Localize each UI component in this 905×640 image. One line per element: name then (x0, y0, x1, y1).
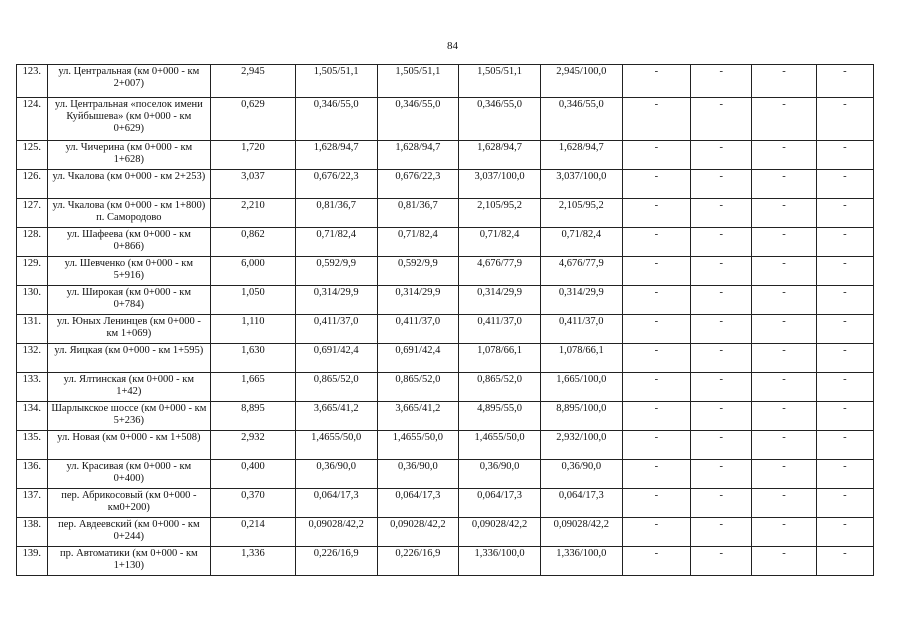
value-cell-4: 0,36/90,0 (540, 460, 622, 489)
road-name-cell: ул. Шевченко (км 0+000 - км 5+916) (47, 257, 210, 286)
dash-cell-2: - (691, 98, 752, 141)
table-row (17, 170, 874, 199)
value-cell-3: 0,36/90,0 (459, 460, 541, 489)
value-cell-1: 0,676/22,3 (295, 170, 377, 199)
row-number-cell: 137. (17, 489, 48, 518)
roads-table (16, 64, 874, 576)
dash-cell-2: - (691, 489, 752, 518)
dash-cell-4: - (816, 489, 873, 518)
dash-cell-3: - (752, 315, 816, 344)
length-cell: 0,214 (211, 518, 296, 547)
road-name-cell: ул. Ялтинская (км 0+000 - км 1+42) (47, 373, 210, 402)
row-number-cell: 132. (17, 344, 48, 373)
dash-cell-1: - (622, 402, 690, 431)
value-cell-4: 0,314/29,9 (540, 286, 622, 315)
dash-cell-3: - (752, 547, 816, 576)
length-cell: 0,400 (211, 460, 296, 489)
dash-cell-1: - (622, 431, 690, 460)
value-cell-2: 1,628/94,7 (377, 141, 459, 170)
value-cell-3: 4,895/55,0 (459, 402, 541, 431)
dash-cell-4: - (816, 315, 873, 344)
value-cell-3: 0,064/17,3 (459, 489, 541, 518)
dash-cell-4: - (816, 431, 873, 460)
value-cell-3: 0,865/52,0 (459, 373, 541, 402)
value-cell-1: 0,81/36,7 (295, 199, 377, 228)
value-cell-1: 1,4655/50,0 (295, 431, 377, 460)
dash-cell-1: - (622, 489, 690, 518)
length-cell: 1,630 (211, 344, 296, 373)
value-cell-1: 1,628/94,7 (295, 141, 377, 170)
value-cell-4: 1,628/94,7 (540, 141, 622, 170)
dash-cell-3: - (752, 286, 816, 315)
row-number-cell: 138. (17, 518, 48, 547)
dash-cell-4: - (816, 170, 873, 199)
value-cell-4: 4,676/77,9 (540, 257, 622, 286)
table-row (17, 518, 874, 547)
road-name-cell: пер. Авдеевский (км 0+000 - км 0+244) (47, 518, 210, 547)
dash-cell-2: - (691, 286, 752, 315)
value-cell-2: 0,064/17,3 (377, 489, 459, 518)
value-cell-4: 3,037/100,0 (540, 170, 622, 199)
value-cell-2: 1,4655/50,0 (377, 431, 459, 460)
dash-cell-1: - (622, 547, 690, 576)
length-cell: 2,945 (211, 65, 296, 98)
table-row (17, 257, 874, 286)
dash-cell-1: - (622, 257, 690, 286)
row-number-cell: 133. (17, 373, 48, 402)
value-cell-2: 3,665/41,2 (377, 402, 459, 431)
value-cell-2: 0,592/9,9 (377, 257, 459, 286)
dash-cell-2: - (691, 228, 752, 257)
dash-cell-2: - (691, 431, 752, 460)
value-cell-1: 0,346/55,0 (295, 98, 377, 141)
length-cell: 0,629 (211, 98, 296, 141)
row-number-cell: 134. (17, 402, 48, 431)
dash-cell-2: - (691, 141, 752, 170)
length-cell: 1,110 (211, 315, 296, 344)
value-cell-3: 0,346/55,0 (459, 98, 541, 141)
value-cell-1: 0,226/16,9 (295, 547, 377, 576)
dash-cell-3: - (752, 257, 816, 286)
dash-cell-2: - (691, 65, 752, 98)
value-cell-1: 3,665/41,2 (295, 402, 377, 431)
table-row (17, 344, 874, 373)
length-cell: 3,037 (211, 170, 296, 199)
value-cell-1: 0,314/29,9 (295, 286, 377, 315)
value-cell-2: 0,865/52,0 (377, 373, 459, 402)
dash-cell-2: - (691, 199, 752, 228)
road-name-cell: ул. Яицкая (км 0+000 - км 1+595) (47, 344, 210, 373)
table-row (17, 402, 874, 431)
value-cell-4: 0,71/82,4 (540, 228, 622, 257)
value-cell-1: 0,411/37,0 (295, 315, 377, 344)
value-cell-3: 1,078/66,1 (459, 344, 541, 373)
value-cell-1: 0,691/42,4 (295, 344, 377, 373)
table-row (17, 286, 874, 315)
road-name-cell: ул. Чичерина (км 0+000 - км 1+628) (47, 141, 210, 170)
dash-cell-1: - (622, 65, 690, 98)
value-cell-4: 0,346/55,0 (540, 98, 622, 141)
length-cell: 1,050 (211, 286, 296, 315)
row-number-cell: 130. (17, 286, 48, 315)
dash-cell-3: - (752, 431, 816, 460)
row-number-cell: 131. (17, 315, 48, 344)
value-cell-3: 0,411/37,0 (459, 315, 541, 344)
value-cell-3: 3,037/100,0 (459, 170, 541, 199)
value-cell-2: 0,36/90,0 (377, 460, 459, 489)
value-cell-1: 0,36/90,0 (295, 460, 377, 489)
row-number-cell: 129. (17, 257, 48, 286)
value-cell-4: 1,336/100,0 (540, 547, 622, 576)
dash-cell-4: - (816, 402, 873, 431)
value-cell-1: 0,064/17,3 (295, 489, 377, 518)
value-cell-1: 1,505/51,1 (295, 65, 377, 98)
table-row (17, 315, 874, 344)
row-number-cell: 135. (17, 431, 48, 460)
value-cell-3: 4,676/77,9 (459, 257, 541, 286)
value-cell-3: 0,09028/42,2 (459, 518, 541, 547)
row-number-cell: 125. (17, 141, 48, 170)
dash-cell-3: - (752, 489, 816, 518)
length-cell: 1,720 (211, 141, 296, 170)
table-row (17, 547, 874, 576)
value-cell-1: 0,592/9,9 (295, 257, 377, 286)
road-name-cell: ул. Красивая (км 0+000 - км 0+400) (47, 460, 210, 489)
dash-cell-4: - (816, 141, 873, 170)
dash-cell-3: - (752, 141, 816, 170)
length-cell: 2,210 (211, 199, 296, 228)
value-cell-3: 0,71/82,4 (459, 228, 541, 257)
dash-cell-1: - (622, 286, 690, 315)
dash-cell-3: - (752, 518, 816, 547)
road-name-cell: ул. Новая (км 0+000 - км 1+508) (47, 431, 210, 460)
roads-table-container (16, 64, 874, 576)
value-cell-1: 0,865/52,0 (295, 373, 377, 402)
value-cell-4: 2,945/100,0 (540, 65, 622, 98)
dash-cell-2: - (691, 257, 752, 286)
road-name-cell: пер. Абрикосовый (км 0+000 - км0+200) (47, 489, 210, 518)
dash-cell-1: - (622, 199, 690, 228)
value-cell-2: 0,314/29,9 (377, 286, 459, 315)
dash-cell-4: - (816, 98, 873, 141)
value-cell-4: 1,665/100,0 (540, 373, 622, 402)
row-number-cell: 123. (17, 65, 48, 98)
value-cell-4: 0,411/37,0 (540, 315, 622, 344)
row-number-cell: 139. (17, 547, 48, 576)
table-row (17, 65, 874, 98)
dash-cell-3: - (752, 460, 816, 489)
dash-cell-3: - (752, 170, 816, 199)
road-name-cell: ул. Шафеева (км 0+000 - км 0+866) (47, 228, 210, 257)
length-cell: 1,336 (211, 547, 296, 576)
table-row (17, 373, 874, 402)
row-number-cell: 136. (17, 460, 48, 489)
dash-cell-4: - (816, 547, 873, 576)
row-number-cell: 124. (17, 98, 48, 141)
value-cell-2: 0,09028/42,2 (377, 518, 459, 547)
row-number-cell: 127. (17, 199, 48, 228)
dash-cell-1: - (622, 373, 690, 402)
value-cell-1: 0,71/82,4 (295, 228, 377, 257)
value-cell-4: 2,105/95,2 (540, 199, 622, 228)
table-row (17, 460, 874, 489)
road-name-cell: ул. Юных Ленинцев (км 0+000 - км 1+069) (47, 315, 210, 344)
dash-cell-4: - (816, 373, 873, 402)
dash-cell-3: - (752, 199, 816, 228)
road-name-cell: ул. Чкалова (км 0+000 - км 1+800) п. Самородово (47, 199, 210, 228)
dash-cell-3: - (752, 228, 816, 257)
dash-cell-2: - (691, 547, 752, 576)
table-row (17, 489, 874, 518)
value-cell-2: 0,691/42,4 (377, 344, 459, 373)
value-cell-2: 0,71/82,4 (377, 228, 459, 257)
dash-cell-2: - (691, 460, 752, 489)
value-cell-1: 0,09028/42,2 (295, 518, 377, 547)
value-cell-2: 0,226/16,9 (377, 547, 459, 576)
road-name-cell: пр. Автоматики (км 0+000 - км 1+130) (47, 547, 210, 576)
length-cell: 1,665 (211, 373, 296, 402)
dash-cell-1: - (622, 344, 690, 373)
dash-cell-4: - (816, 344, 873, 373)
dash-cell-1: - (622, 98, 690, 141)
row-number-cell: 126. (17, 170, 48, 199)
value-cell-4: 2,932/100,0 (540, 431, 622, 460)
value-cell-3: 1,505/51,1 (459, 65, 541, 98)
value-cell-3: 2,105/95,2 (459, 199, 541, 228)
row-number-cell: 128. (17, 228, 48, 257)
dash-cell-3: - (752, 373, 816, 402)
dash-cell-2: - (691, 373, 752, 402)
dash-cell-3: - (752, 65, 816, 98)
value-cell-2: 0,411/37,0 (377, 315, 459, 344)
table-row (17, 431, 874, 460)
value-cell-2: 0,81/36,7 (377, 199, 459, 228)
table-row (17, 228, 874, 257)
dash-cell-1: - (622, 315, 690, 344)
length-cell: 8,895 (211, 402, 296, 431)
table-row (17, 199, 874, 228)
dash-cell-1: - (622, 141, 690, 170)
road-name-cell: ул. Центральная (км 0+000 - км 2+007) (47, 65, 210, 98)
road-name-cell: ул. Центральная «поселок имени Куйбышева» (км 0+000 - км 0+629) (47, 98, 210, 141)
dash-cell-2: - (691, 315, 752, 344)
dash-cell-4: - (816, 228, 873, 257)
road-name-cell: Шарлыкское шоссе (км 0+000 - км 5+236) (47, 402, 210, 431)
page-number: 84 (447, 40, 458, 52)
table-row (17, 98, 874, 141)
value-cell-2: 1,505/51,1 (377, 65, 459, 98)
value-cell-3: 1,4655/50,0 (459, 431, 541, 460)
table-body (17, 65, 874, 576)
dash-cell-1: - (622, 228, 690, 257)
length-cell: 2,932 (211, 431, 296, 460)
value-cell-3: 1,336/100,0 (459, 547, 541, 576)
dash-cell-4: - (816, 518, 873, 547)
dash-cell-2: - (691, 518, 752, 547)
road-name-cell: ул. Широкая (км 0+000 - км 0+784) (47, 286, 210, 315)
dash-cell-1: - (622, 170, 690, 199)
dash-cell-2: - (691, 170, 752, 199)
length-cell: 0,370 (211, 489, 296, 518)
dash-cell-4: - (816, 286, 873, 315)
dash-cell-2: - (691, 344, 752, 373)
dash-cell-1: - (622, 460, 690, 489)
dash-cell-4: - (816, 460, 873, 489)
dash-cell-4: - (816, 199, 873, 228)
value-cell-3: 1,628/94,7 (459, 141, 541, 170)
length-cell: 0,862 (211, 228, 296, 257)
dash-cell-2: - (691, 402, 752, 431)
value-cell-3: 0,314/29,9 (459, 286, 541, 315)
value-cell-4: 8,895/100,0 (540, 402, 622, 431)
value-cell-4: 1,078/66,1 (540, 344, 622, 373)
road-name-cell: ул. Чкалова (км 0+000 - км 2+253) (47, 170, 210, 199)
value-cell-4: 0,064/17,3 (540, 489, 622, 518)
dash-cell-4: - (816, 65, 873, 98)
length-cell: 6,000 (211, 257, 296, 286)
dash-cell-1: - (622, 518, 690, 547)
value-cell-4: 0,09028/42,2 (540, 518, 622, 547)
value-cell-2: 0,346/55,0 (377, 98, 459, 141)
table-row (17, 141, 874, 170)
dash-cell-3: - (752, 98, 816, 141)
dash-cell-3: - (752, 344, 816, 373)
dash-cell-4: - (816, 257, 873, 286)
dash-cell-3: - (752, 402, 816, 431)
value-cell-2: 0,676/22,3 (377, 170, 459, 199)
